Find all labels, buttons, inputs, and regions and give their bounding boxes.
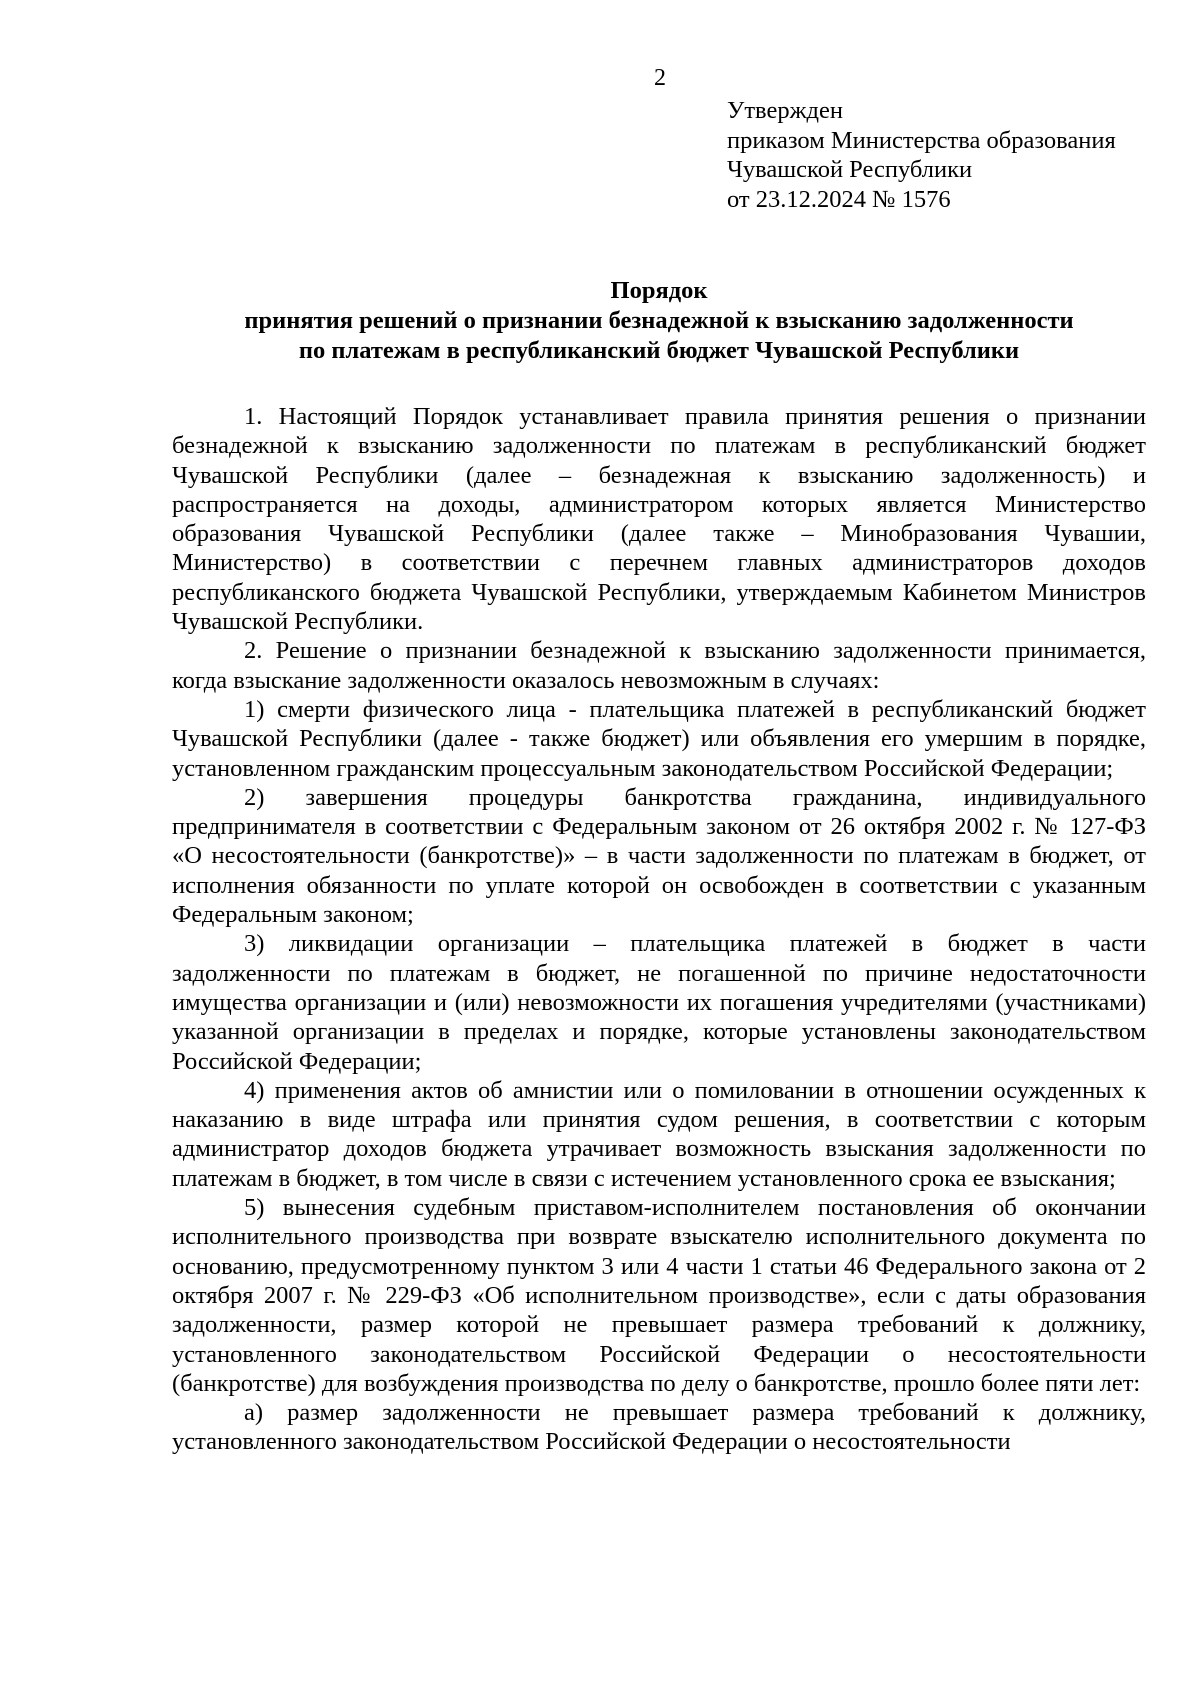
title-line: принятия решений о признании безнадежной к взысканию задолженности <box>244 307 1074 334</box>
title-line: Порядок <box>610 277 708 304</box>
approval-line: Утвержден <box>727 97 843 124</box>
document-body <box>172 402 1146 1457</box>
page-number: 2 <box>654 65 666 91</box>
paragraph: 3) ликвидации организации – плательщика платежей в бюджет в части задолженности по платежам в бюджет, не погашенной по причине недостаточности имущества организации и (или) невозможности их погашения учредителями (участниками) указанной организации в пределах и порядке, которые установлены законодательством Российской Федерации; <box>172 930 1146 1075</box>
paragraph: 2) завершения процедуры банкротства гражданина, индивидуального предпринимателя в соответствии с Федеральным законом от 26 октября 2002 г. № 127-ФЗ «О несостоятельности (банкротстве)» – в части задолженности по платежам в бюджет, от исполнения обязанности по уплате которой он освобожден в соответствии с указанным Федеральным законом; <box>172 783 1146 929</box>
paragraph: 1) смерти физического лица - плательщика платежей в республиканский бюджет Чувашской Республики (далее - также бюджет) или объявления его умершим в порядке, установленном гражданским процессуальным законодательством Российской Федерации; <box>172 695 1146 782</box>
paragraph: 1. Настоящий Порядок устанавливает правила принятия решения о признании безнадежной к взысканию задолженности по платежам в республиканский бюджет Чувашской Республики (далее – безнадежная к взысканию задолженность) и распространяется на доходы, администратором которых является Министерство образования Чувашской Республики (далее также – Минобразования Чувашии, Министерство) в соответствии с перечнем главных администраторов доходов республиканского бюджета Чувашской Республики, утверждаемым Кабинетом Министров Чувашской Республики. <box>172 403 1146 636</box>
paragraph: 2. Решение о признании безнадежной к взысканию задолженности принимается, когда взыскание задолженности оказалось невозможным в случаях: <box>172 637 1146 694</box>
approval-line: приказом Министерства образования <box>727 126 1116 154</box>
approval-block <box>727 96 1147 214</box>
title-line: по платежам в республиканский бюджет Чувашской Республики <box>298 337 1020 364</box>
paragraph: 5) вынесения судебным приставом-исполнителем постановления об окончании исполнительного производства при возврате взыскателю исполнительного документа по основанию, предусмотренному пунктом 3 или 4 части 1 статьи 46 Федерального закона от 2 октября 2007 г. № 229-ФЗ «Об исполнительном производстве», если с даты образования задолженности, размер которой не превышает размера требований к должнику, установленного законодательством Российской Федерации о несостоятельности (банкротстве) для возбуждения производства по делу о банкротстве, прошло более пяти лет: <box>172 1194 1146 1397</box>
approval-line: Чувашской Республики <box>727 156 973 183</box>
paragraph: а) размер задолженности не превышает размера требований к должнику, установленного законодательством Российской Федерации о несостоятельности <box>172 1399 1146 1456</box>
approval-line: от 23.12.2024 № 1576 <box>727 185 951 213</box>
paragraph: 4) применения актов об амнистии или о помиловании в отношении осужденных к наказанию в виде штрафа или принятия судом решения, в соответствии с которым администратор доходов бюджета утрачивает возможность взыскания задолженности по платежам в бюджет, в том числе в связи с истечением установленного срока ее взыскания; <box>172 1076 1146 1192</box>
document-title <box>172 276 1146 366</box>
